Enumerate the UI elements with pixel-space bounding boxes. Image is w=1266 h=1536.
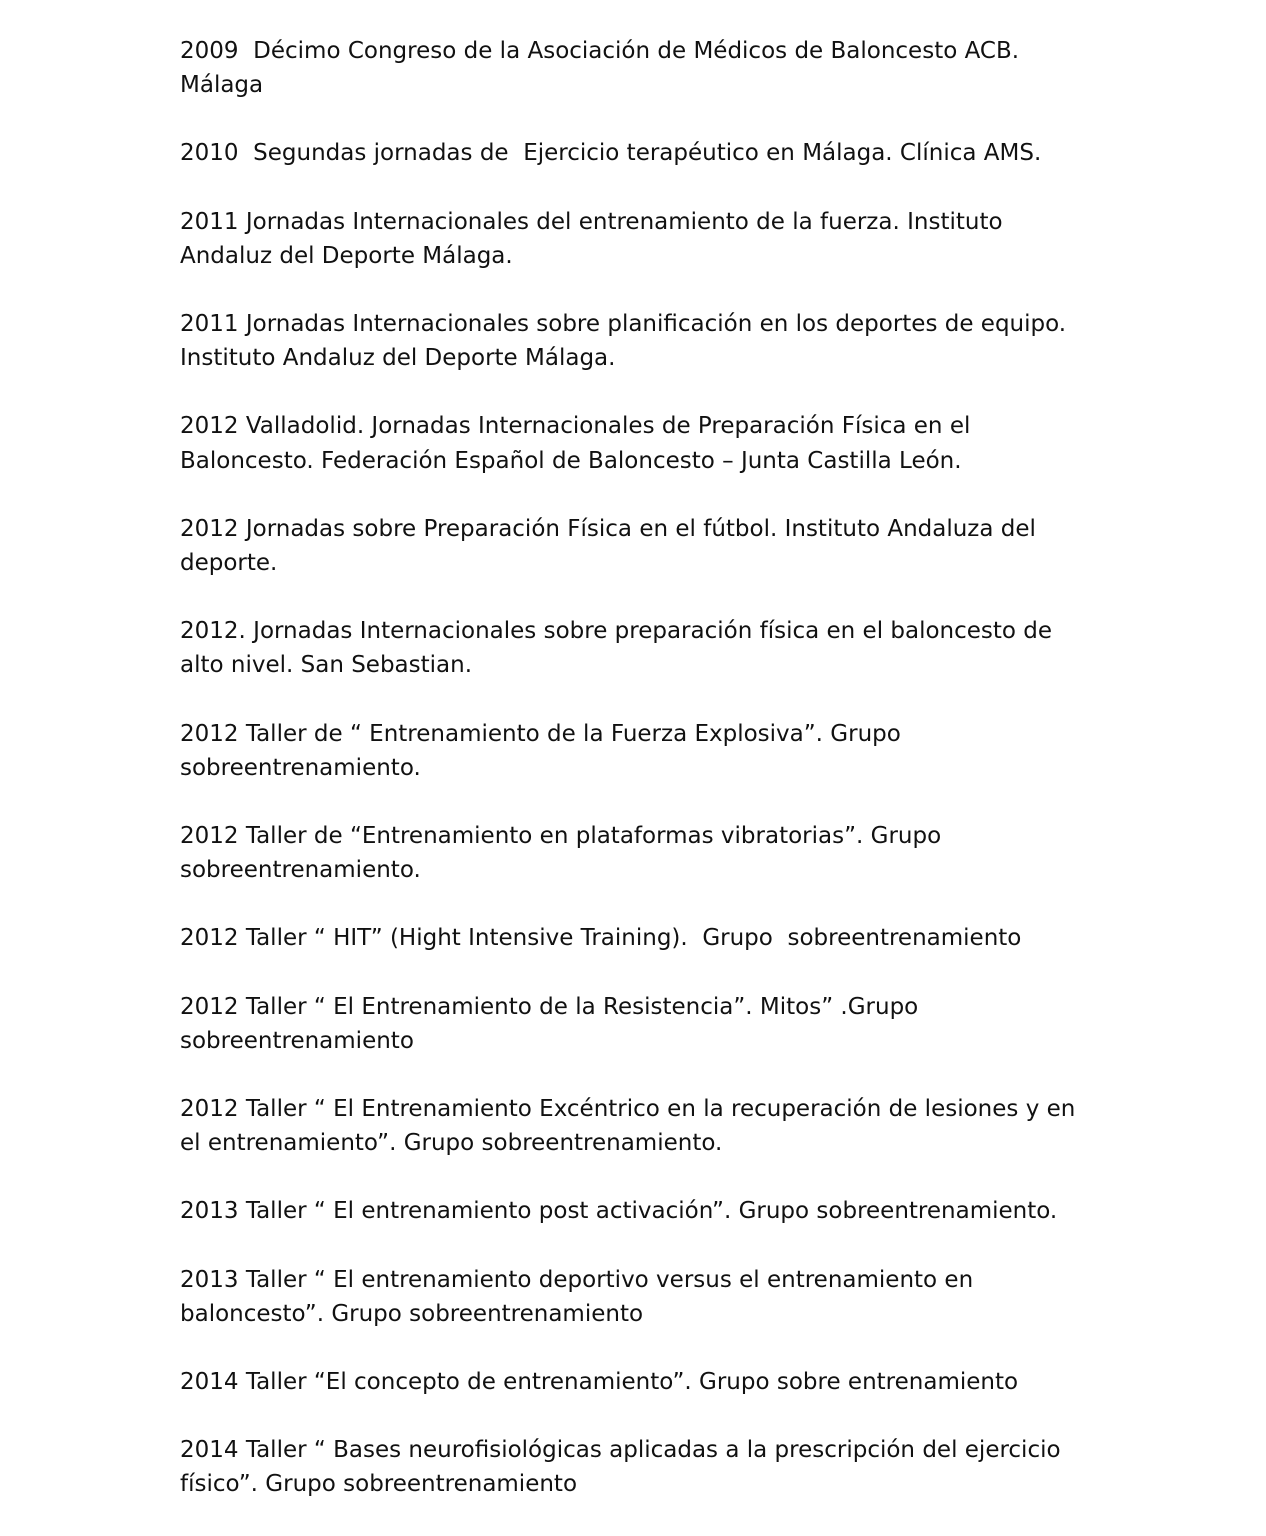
- entry-line: 2013 Taller “ El entrenamiento post activación”. Grupo sobreentrenamiento.: [180, 1198, 1058, 1225]
- entry-line: alto nivel. San Sebastian.: [180, 652, 473, 679]
- entry-line: 2012 Taller “ HIT” (Hight Intensive Training). Grupo sobreentrenamiento: [180, 925, 1022, 952]
- entry-line: sobreentrenamiento.: [180, 754, 421, 781]
- entry-line: 2012 Taller de “Entrenamiento en plataformas vibratorias”. Grupo: [180, 823, 942, 850]
- entry-line: sobreentrenamiento.: [180, 857, 421, 884]
- entry-line: 2013 Taller “ El entrenamiento deportivo versus el entrenamiento en: [180, 1266, 974, 1293]
- list-item: [180, 1092, 1110, 1160]
- list-item: [180, 205, 1110, 273]
- entry-line: 2011 Jornadas Internacionales del entrenamiento de la fuerza. Instituto: [180, 208, 1003, 235]
- list-item: [180, 717, 1110, 785]
- list-item: [180, 409, 1110, 477]
- entry-line: Málaga: [180, 72, 264, 99]
- entry-line: sobreentrenamiento: [180, 1027, 414, 1054]
- entry-line: 2012. Jornadas Internacionales sobre preparación física en el baloncesto de: [180, 618, 1053, 645]
- entry-line: 2014 Taller “ Bases neurofisiológicas aplicadas a la prescripción del ejercicio: [180, 1437, 1061, 1464]
- entry-line: baloncesto”. Grupo sobreentrenamiento: [180, 1300, 644, 1327]
- entry-line: 2012 Taller de “ Entrenamiento de la Fuerza Explosiva”. Grupo: [180, 720, 901, 747]
- entry-line: 2012 Valladolid. Jornadas Internacionales de Preparación Física en el: [180, 413, 971, 440]
- document-page: [180, 34, 1110, 1536]
- entry-line: físico”. Grupo sobreentrenamiento: [180, 1471, 578, 1498]
- entry-line: 2012 Taller “ El Entrenamiento Excéntrico en la recuperación de lesiones y en: [180, 1096, 1076, 1123]
- list-item: [180, 819, 1110, 887]
- list-item: [180, 1365, 1110, 1399]
- entry-line: Instituto Andaluz del Deporte Málaga.: [180, 345, 616, 372]
- entry-line: Baloncesto. Federación Español de Baloncesto – Junta Castilla León.: [180, 447, 962, 474]
- entry-list: [180, 34, 1110, 1502]
- list-item: [180, 512, 1110, 580]
- entry-line: 2012 Jornadas sobre Preparación Física en el fútbol. Instituto Andaluza del: [180, 515, 1036, 542]
- list-item: [180, 34, 1110, 102]
- list-item: [180, 307, 1110, 375]
- entry-line: 2010 Segundas jornadas de Ejercicio terapéutico en Málaga. Clínica AMS.: [180, 140, 1042, 167]
- list-item: [180, 1433, 1110, 1501]
- entry-line: Andaluz del Deporte Málaga.: [180, 242, 513, 269]
- list-item: [180, 1194, 1110, 1228]
- list-item: [180, 921, 1110, 955]
- entry-line: el entrenamiento”. Grupo sobreentrenamiento.: [180, 1130, 723, 1157]
- list-item: [180, 1263, 1110, 1331]
- entry-line: 2012 Taller “ El Entrenamiento de la Resistencia”. Mitos” .Grupo: [180, 993, 919, 1020]
- list-item: [180, 990, 1110, 1058]
- entry-line: 2014 Taller “El concepto de entrenamiento”. Grupo sobre entrenamiento: [180, 1369, 1019, 1396]
- list-item: [180, 614, 1110, 682]
- entry-line: 2011 Jornadas Internacionales sobre planificación en los deportes de equipo.: [180, 311, 1067, 338]
- entry-line: 2009 Décimo Congreso de la Asociación de Médicos de Baloncesto ACB.: [180, 38, 1020, 64]
- list-item: [180, 136, 1110, 170]
- entry-line: deporte.: [180, 550, 278, 577]
